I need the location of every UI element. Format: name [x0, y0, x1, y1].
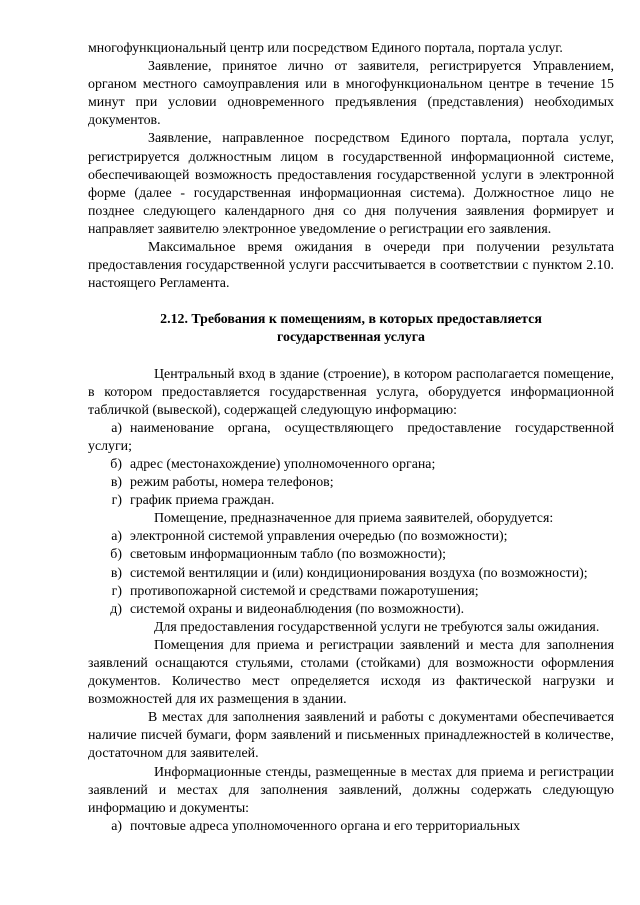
- list-item-label: г): [111, 583, 122, 599]
- paragraph: Для предоставления государственной услуги не требуются залы ожидания.: [154, 619, 600, 635]
- list-item: [88, 420, 614, 456]
- paragraph: Информационные стенды, размещенные в местах для приема и регистрации заявлений и местах для заполнения заявлений, должны содержать следующую информацию и документы:: [88, 764, 614, 816]
- list-item-label: г): [111, 493, 122, 509]
- list-item-text: наименование органа, осуществляющего предоставление государственной услуги;: [88, 420, 614, 454]
- paragraph: Помещение, предназначенное для приема заявителей, оборудуется:: [154, 511, 554, 527]
- list-item-text: график приема граждан.: [130, 493, 275, 509]
- list-item-text: адрес (местонахождение) уполномоченного органа;: [130, 456, 436, 472]
- list-item: [88, 601, 614, 619]
- list-item-label: а): [111, 420, 122, 436]
- paragraph: В местах для заполнения заявлений и работы с документами обеспечивается наличие писчей бумаги, форм заявлений и письменных принадлежностей в количестве, достаточном для заявителей.: [88, 710, 614, 762]
- list-item-text: почтовые адреса уполномоченного органа и его территориальных: [130, 818, 521, 834]
- list-item: [88, 546, 614, 564]
- list-item-text: световым информационным табло (по возможности);: [130, 547, 446, 563]
- paragraph: Заявление, направленное посредством Единого портала, портала услуг, регистрируется должностным лицом в государственной информационной системе, обеспечивающей возможность предоставления государственной услуги в электронной форме (далее - государственная информационная система). Должностное лицо не позднее следующего календарного дня со дня получения заявления формирует и направляет заявителю электронное уведомление о регистрации его заявления.: [88, 131, 614, 237]
- list-item-label: а): [111, 529, 122, 545]
- list-item-label: а): [111, 818, 122, 834]
- list-item-text: противопожарной системой и средствами пожаротушения;: [130, 583, 479, 599]
- list-item-label: д): [110, 601, 122, 617]
- list-item: [88, 492, 614, 510]
- list-item-label: в): [110, 565, 122, 581]
- list-item-text: электронной системой управления очередью (по возможности);: [130, 529, 508, 545]
- list-item-text: системой охраны и видеонаблюдения (по возможности).: [130, 601, 465, 617]
- paragraph: Максимальное время ожидания в очереди при получении результата предоставления государственной услуги рассчитывается в соответствии с пунктом 2.10. настоящего Регламента.: [88, 240, 614, 292]
- document-page: [88, 40, 614, 836]
- list-item: [88, 818, 614, 836]
- section-heading-line: 2.12. Требования к помещениям, в которых предоставляется: [160, 312, 542, 328]
- list-item: [88, 583, 614, 601]
- list-item: [88, 565, 614, 583]
- section-heading: [88, 311, 614, 347]
- paragraph: Помещения для приема и регистрации заявлений и места для заполнения заявлений оснащаются стульями, столами (стойками) для возможности оформления документов. Количество мест определяется исходя из фактической нагрузки и возможностей для их размещения в здании.: [88, 637, 614, 708]
- paragraph: Центральный вход в здание (строение), в котором располагается помещение, в котором предоставляется государственная услуга, оборудуется информационной табличкой (вывеской), содержащей следующую информацию:: [88, 366, 614, 418]
- section-heading-line: государственная услуга: [277, 330, 425, 346]
- list-item-label: б): [110, 456, 122, 472]
- list-item-text: режим работы, номера телефонов;: [130, 475, 334, 491]
- paragraph: Заявление, принятое лично от заявителя, регистрируется Управлением, органом местного самоуправления или в многофункциональном центре в течение 15 минут при условии одновременного предъявления (представления) необходимых документов.: [88, 59, 614, 129]
- list-item: [88, 528, 614, 546]
- list-item: [88, 456, 614, 474]
- list-item-text: системой вентиляции и (или) кондиционирования воздуха (по возможности);: [130, 565, 588, 581]
- list-item-label: в): [110, 475, 122, 491]
- list-item-label: б): [110, 547, 122, 563]
- list-item: [88, 474, 614, 492]
- paragraph: многофункциональный центр или посредством Единого портала, портала услуг.: [88, 41, 563, 56]
